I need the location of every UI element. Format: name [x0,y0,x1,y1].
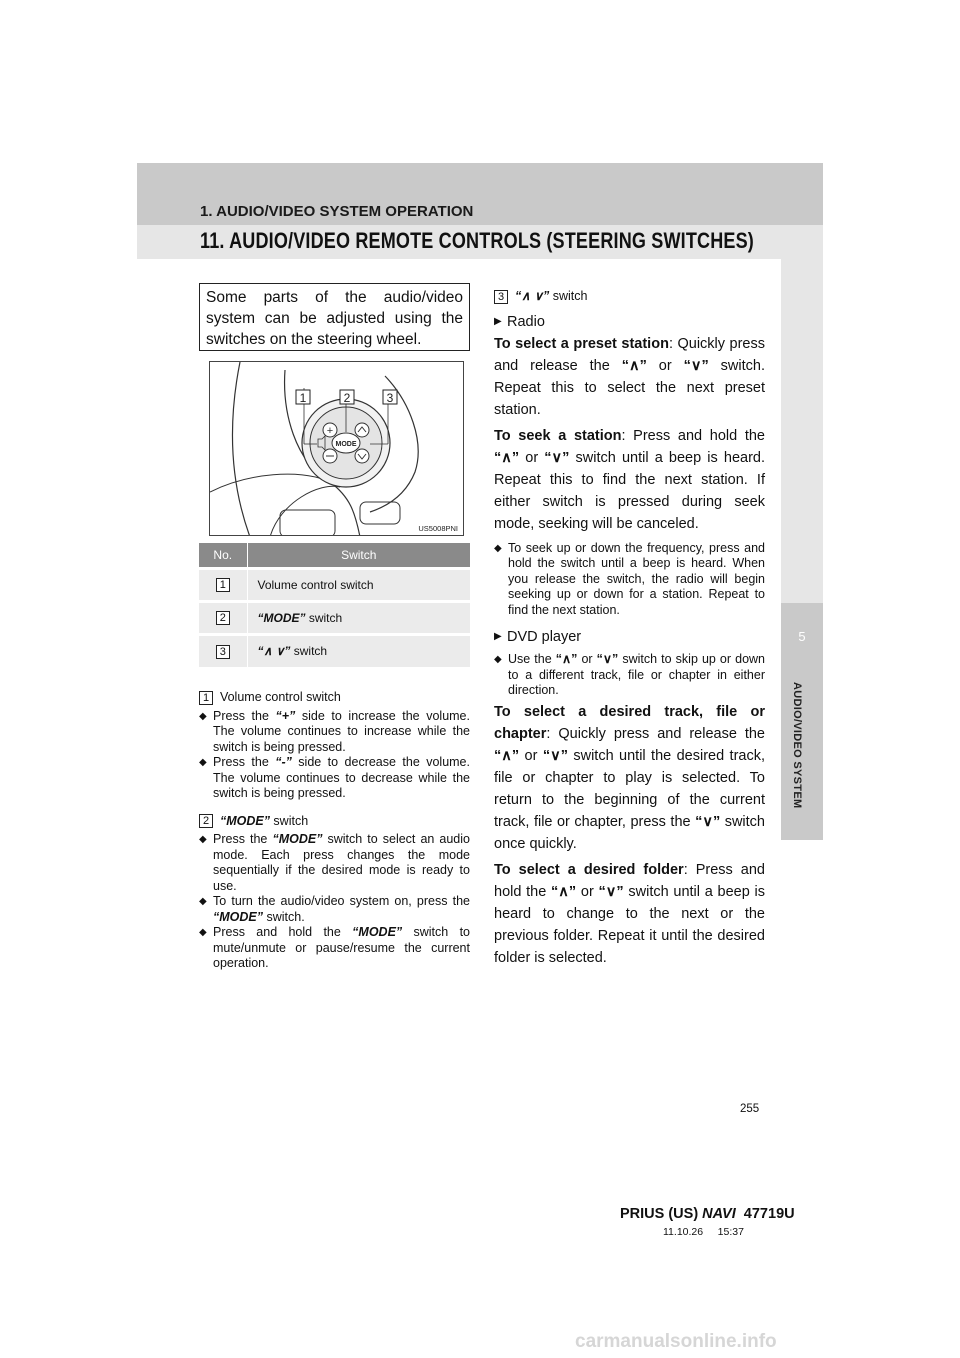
section-3-heading [494,289,765,305]
text-run-bold: “∨” [683,357,709,374]
text-run: or [577,652,597,666]
section-2-title: switch [269,813,309,828]
section-1-bullet-1 [199,709,470,756]
table-row [199,568,470,601]
text-run: switch. [263,909,305,924]
radio-heading: ▶ Radio [494,311,765,333]
text-run-bold: “∨” [598,883,624,900]
section-1-number: 1 [199,691,213,705]
row-switch-cell [247,568,470,601]
section-3-title: switch [549,289,588,303]
page-number: 255 [740,1103,760,1115]
side-tab-top [781,225,823,603]
chapter-title: 11. AUDIO/VIDEO REMOTE CONTROLS (STEERING SWITCHES) [200,228,754,253]
svg-text:+: + [326,425,334,437]
footer-model [620,1206,795,1222]
section-3-number: 3 [494,290,508,304]
footer-date: 11.10.26 15:37 [663,1226,744,1238]
section-2-bullet-3 [199,925,470,972]
text-run-bold: “-” [275,755,292,769]
right-column [494,289,765,969]
text-run: : Quickly press and release the [546,725,765,742]
text-run-bold: “∧” [494,449,520,466]
text-run: switch until a beep is heard. Repeat this to find the next station. If either switch is pressed during seek mode, seeking will be canceled. [494,449,766,532]
section-1-heading [199,690,470,706]
section-2-heading [199,814,470,830]
text-run: switch to skip up or down to a different track, file or chapter in either direction. [508,652,765,697]
row-number-cell [199,568,247,601]
text-run: : Press and hold the [621,427,765,444]
side-tab-label: AUDIO/VIDEO SYSTEM [791,682,803,809]
text-run-bold: To select a desired track, file or chapter [494,703,765,742]
radio-preset-paragraph [494,333,765,421]
text-run-bold: “MODE” [272,832,323,846]
text-run: Use the [508,652,556,666]
section-1-bullet-2 [199,755,470,802]
row-switch-text: switch [305,610,343,625]
text-run: 47719U [735,1206,795,1222]
callout-1: 1 [299,391,307,405]
text-run-bold: To seek a station [494,427,622,444]
text-run-bold: “MODE” [213,909,263,924]
text-run: switch until a beep is heard to change to the next or the previous folder. Repeat it until the desired folder is selected. [494,883,765,966]
table-row [199,601,470,634]
row-switch-text: switch [290,644,328,659]
text-run: or [646,357,684,374]
text-run-bold: “+” [275,708,296,723]
side-tab-number: 5 [798,629,806,644]
text-run: Press and hold the [213,925,353,939]
text-run-bold: “∨” [542,747,568,764]
text-run: : Press and hold the [494,861,765,900]
callout-2: 2 [343,391,351,405]
text-run: : Quickly press and release the [494,335,765,374]
text-run: Press the [213,755,276,769]
section-3-title-bold: “∧ ∨” [514,289,550,303]
mode-label: MODE [335,441,357,448]
figure-code: US5008PNI [418,524,458,533]
dvd-heading: ▶ DVD player [494,626,765,648]
row-number-cell [199,634,247,667]
text-run-bold: “∧” [621,357,647,374]
intro-box: Some parts of the audio/video system can be adjusted using the switches on the steering wheel. [199,283,470,351]
radio-seek-paragraph [494,425,765,535]
table-row [199,634,470,667]
text-run: switch once quickly. [494,813,765,852]
text-run-italic: NAVI [702,1206,736,1222]
text-run-bold: To select a desired folder [494,861,684,878]
text-run: or [519,747,543,764]
row-number: 1 [216,578,230,592]
text-run: switch to select an audio mode. Each press changes the mode sequentially if the desired mode is ready to use. [213,832,470,893]
text-run: To turn the audio/video system on, press the [213,894,470,908]
dvd-track-paragraph [494,701,765,855]
text-run: side to decrease the volume. The volume continues to decrease while the switch is being pressed. [213,755,470,800]
text-run: side to increase the volume. The volume continues to increase while the switch is being pressed. [213,708,470,754]
text-run: switch. Repeat this to select the next preset station. [494,357,766,418]
watermark: carmanualsonline.info [575,1331,777,1352]
col-header-switch: Switch [247,543,470,568]
table-header-row [199,543,470,568]
row-switch-text: Volume control switch [257,577,374,592]
left-column [199,690,470,972]
text-run: Press the [213,708,276,723]
text-run-bold: “∨” [695,813,721,830]
text-run-bold: “∨” [596,652,619,666]
row-number: 2 [216,611,230,625]
row-switch-bold: “∧ ∨” [257,644,291,659]
text-run: or [576,883,599,900]
text-run-bold: To select a preset station [494,335,669,352]
text-run-bold: “MODE” [352,925,403,939]
dvd-note [494,652,765,699]
section-2-title-bold: “MODE” [219,813,270,828]
row-switch-cell [247,634,470,667]
section-1-title: Volume control switch [219,690,341,704]
section-title: 1. AUDIO/VIDEO SYSTEM OPERATION [200,203,474,220]
section-2-bullet-2 [199,894,470,925]
switch-table [199,543,470,667]
steering-switch-illustration [209,361,464,536]
row-switch-bold: “MODE” [257,610,306,625]
text-run-bold: “∧” [551,883,577,900]
text-run: or [519,449,545,466]
text-run-bold: “∨” [544,449,570,466]
section-2-bullet-1 [199,832,470,894]
text-run: Press the [213,832,273,846]
text-run: PRIUS (US) [620,1206,703,1222]
dvd-folder-paragraph [494,859,765,969]
col-header-no: No. [199,543,247,568]
radio-note: ◆ To seek up or down the frequency, press and hold the switch until a beep is heard. When you release the switch, the radio will begin seeking up or down for a station. Repeat to find the next station. [494,541,765,619]
text-run-bold: “∧” [494,747,520,764]
text-run: switch until the desired track, file or chapter to play is selected. To return to the beginning of the current track, file or chapter, press the [494,747,765,830]
text-run-bold: “∧” [555,652,578,666]
text-run: switch to mute/unmute or pause/resume the current operation. [213,925,470,970]
callout-3: 3 [386,391,394,405]
row-number: 3 [216,645,230,659]
row-number-cell [199,601,247,634]
section-2-number: 2 [199,814,213,828]
row-switch-cell [247,601,470,634]
